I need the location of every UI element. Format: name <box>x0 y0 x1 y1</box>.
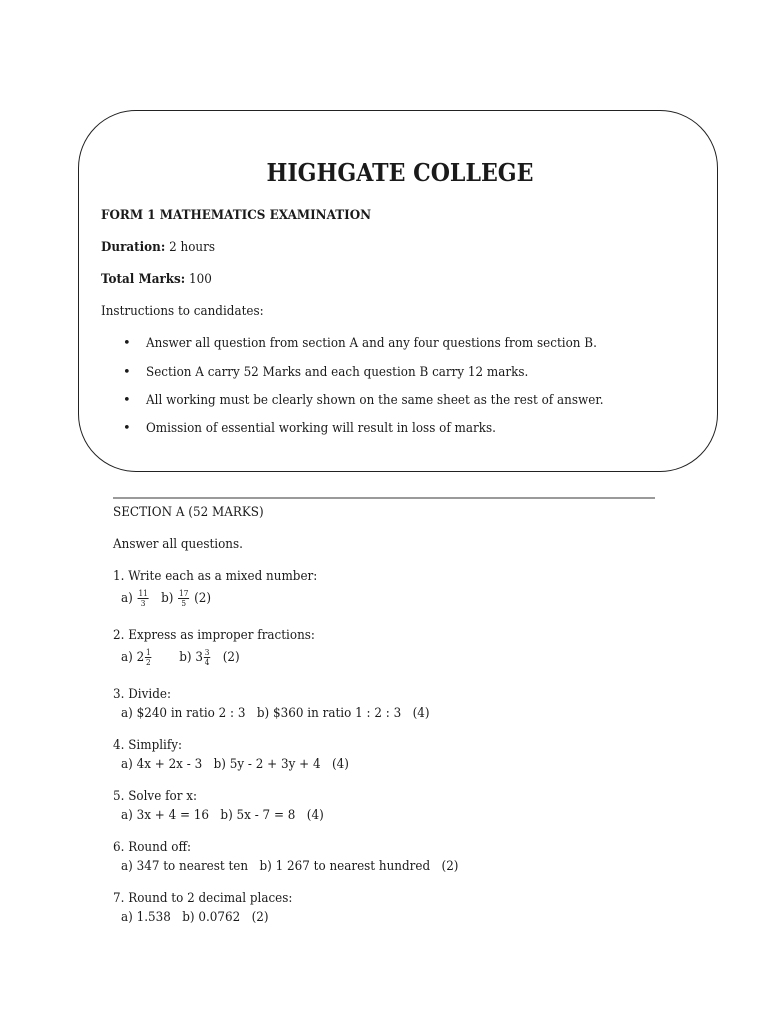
bullet-icon: • <box>123 336 131 351</box>
q2-a-numerator: 1 <box>146 648 151 657</box>
question-1-parts <box>121 589 211 608</box>
section-divider <box>113 497 655 499</box>
question-4: 4. Simplify: <box>113 738 183 753</box>
total-marks-value: 100 <box>189 272 212 287</box>
exam-title: FORM 1 MATHEMATICS EXAMINATION <box>101 208 372 223</box>
question-6-parts: a) 347 to nearest ten b) 1 267 to nearest hundred (2) <box>121 859 459 874</box>
section-instruction: Answer all questions. <box>113 537 243 552</box>
total-marks-label: Total Marks: <box>101 272 186 287</box>
instructions-title: Instructions to candidates: <box>101 304 264 319</box>
question-3-parts: a) $240 in ratio 2 : 3 b) $360 in ratio 1 : 2 : 3 (4) <box>121 706 430 721</box>
q2-a-denominator: 2 <box>146 658 151 667</box>
question-4-parts: a) 4x + 2x - 3 b) 5y - 2 + 3y + 4 (4) <box>121 757 349 772</box>
q1-a-numerator: 11 <box>138 589 148 598</box>
question-2-parts <box>121 648 240 667</box>
question-1: 1. Write each as a mixed number: <box>113 569 318 584</box>
q2-a-label: a) 2 <box>121 650 145 665</box>
q1-b-denominator: 5 <box>181 599 187 608</box>
instruction-item: All working must be clearly shown on the same sheet as the rest of answer. <box>146 393 604 408</box>
section-title: SECTION A (52 MARKS) <box>113 505 264 520</box>
question-3: 3. Divide: <box>113 687 171 702</box>
q2-a-fraction <box>145 648 152 667</box>
bullet-icon: • <box>123 393 131 408</box>
instruction-item: Omission of essential working will result in loss of marks. <box>146 421 496 436</box>
total-marks-line <box>101 272 212 287</box>
q2-b-numerator: 3 <box>204 648 210 657</box>
question-2: 2. Express as improper fractions: <box>113 628 315 643</box>
duration-value: 2 hours <box>169 240 215 255</box>
bullet-icon: • <box>123 421 131 436</box>
q2-b-denominator: 4 <box>204 658 210 667</box>
q2-b-label: b) 3 <box>179 650 203 665</box>
q1-a-label: a) <box>121 591 133 606</box>
q2-marks: (2) <box>222 650 240 665</box>
question-5: 5. Solve for x: <box>113 789 197 804</box>
instruction-item: Answer all question from section A and any four questions from section B. <box>146 336 597 351</box>
duration-label: Duration: <box>101 240 166 255</box>
school-title: HIGHGATE COLLEGE <box>266 158 534 187</box>
question-5-parts: a) 3x + 4 = 16 b) 5x - 7 = 8 (4) <box>121 808 324 823</box>
q1-b-label: b) <box>161 591 174 606</box>
instruction-item: Section A carry 52 Marks and each question B carry 12 marks. <box>146 365 529 380</box>
question-6: 6. Round off: <box>113 840 192 855</box>
q1-b-numerator: 17 <box>179 589 189 598</box>
q1-b-fraction <box>178 589 189 608</box>
question-7-parts: a) 1.538 b) 0.0762 (2) <box>121 910 269 925</box>
question-7: 7. Round to 2 decimal places: <box>113 891 293 906</box>
bullet-icon: • <box>123 365 131 380</box>
q2-b-fraction <box>204 648 211 667</box>
q1-a-denominator: 3 <box>140 599 146 608</box>
duration-line <box>101 240 215 255</box>
q1-marks: (2) <box>194 591 212 606</box>
q1-a-fraction <box>138 589 149 608</box>
